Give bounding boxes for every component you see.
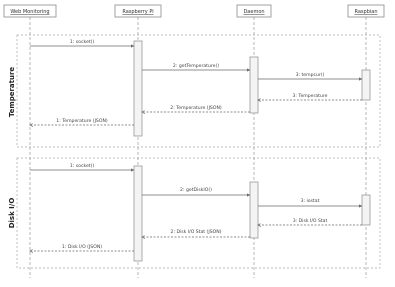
activation-bar-daemon (250, 57, 258, 113)
message-temperature-return (258, 93, 362, 100)
participant-raspbian (348, 5, 384, 17)
participant-label: Raspbian (354, 9, 378, 15)
participant-label: Web Monitoring (10, 9, 50, 15)
activation-bar-raspberry-pi (134, 41, 142, 136)
message-label: 2: getTemperature() (172, 64, 220, 69)
group-disk-io (8, 158, 380, 268)
activation-bar-raspberry-pi (134, 166, 142, 261)
activation-bar-raspbian (362, 70, 370, 100)
participant-raspberry-pi (115, 5, 161, 17)
participant-label: Raspberry Pi (122, 9, 154, 15)
message-label: 2: getDiskIO() (180, 188, 212, 193)
message-label: 3: tempcur() (295, 73, 325, 78)
activation-bar-daemon (250, 182, 258, 238)
group-label-temperature: Temperature (8, 66, 16, 118)
message-get-temperature (142, 63, 250, 70)
message-get-disk-io (142, 187, 250, 195)
message-label: 2: Disk I/O Stat (JSON) (170, 230, 222, 235)
message-temperature-json-return (142, 105, 250, 112)
message-label: 3: Temperature (292, 94, 328, 99)
message-socket (30, 163, 134, 170)
message-label: 2: Temperature (JSON) (170, 106, 222, 111)
group-frame (17, 35, 380, 147)
message-iostat (258, 198, 362, 206)
message-tempcur (258, 72, 362, 79)
message-label: 1: socket() (69, 40, 95, 45)
message-label: 3: Disk I/O Stat (292, 219, 328, 224)
group-label-disk-io: Disk I/O (8, 197, 16, 229)
activation-bar-raspbian (362, 195, 370, 225)
participant-daemon (237, 5, 271, 17)
group-frame (17, 158, 380, 268)
message-disk-io-stat-return (258, 218, 362, 225)
participant-web-monitoring (4, 5, 56, 17)
message-disk-io-stat-json-return (142, 229, 250, 237)
message-label: 1: Temperature (JSON) (56, 119, 108, 124)
participant-label: Daemon (243, 9, 265, 15)
message-label: 1: Disk I/O (JSON) (61, 245, 103, 250)
message-temperature-json-final (30, 118, 134, 125)
message-label: 3: iostat (300, 199, 320, 204)
group-temperature (8, 35, 380, 147)
message-label: 1: socket() (69, 164, 95, 169)
message-disk-io-json-final (30, 244, 134, 251)
message-socket (30, 39, 134, 46)
